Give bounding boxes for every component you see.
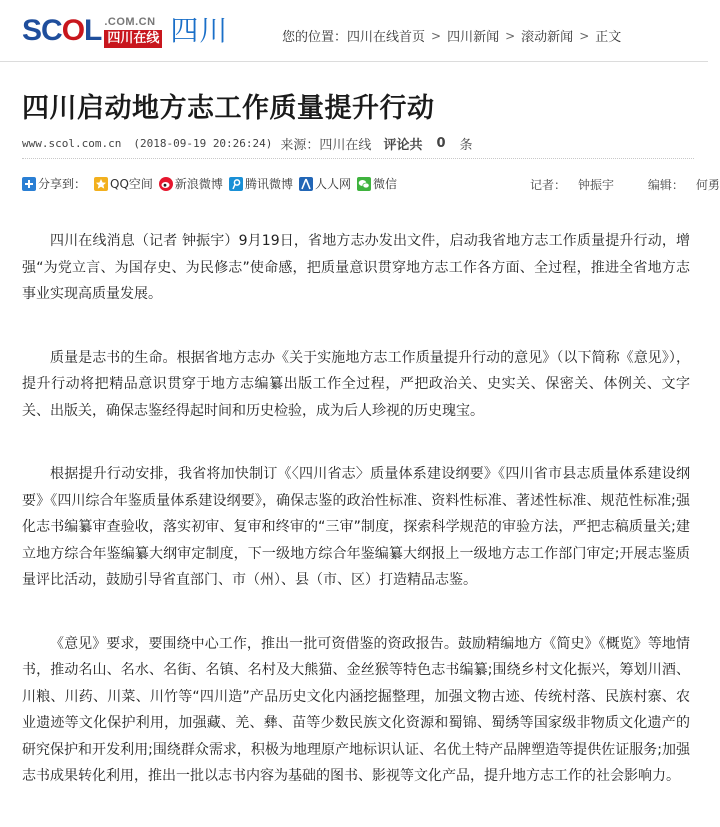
comment-unit: 条 — [459, 138, 473, 153]
logo-scol: SCOL — [22, 14, 102, 47]
reporter-name: 钟振宇 — [578, 178, 615, 192]
article-body — [22, 228, 690, 827]
plus-icon — [22, 177, 36, 191]
article-paragraph: 四川在线消息（记者 钟振宇）9月19日，省地方志办发出文件，启动我省地方志工作质量提升行动，增强“为党立言、为国存史、为民修志”使命感，把质量意识贯穿地方志工作各方面、全过程，推进全省地方志事业实现高质量发展。 — [22, 233, 690, 302]
logo-domain: .COM.CN — [104, 16, 156, 28]
article-source: 来源：四川在线 — [280, 138, 372, 153]
logo-region: 四川 — [170, 14, 229, 47]
site-logo[interactable] — [22, 14, 228, 54]
meta-divider — [22, 158, 694, 159]
logo-badge — [104, 14, 162, 48]
share-label: 分享到： — [22, 175, 86, 192]
article-paragraph: 《意见》要求，要围绕中心工作，推出一批可资借鉴的资政报告。鼓励精编地方《简史》《概览》等地情书，推动名山、名水、名街、名镇、名村及大熊猫、金丝猴等特色志书编纂;围绕乡村文化振兴，筹划川酒、川粮、川药、川菜、川竹等“四川造”产品历史文化内涵挖掘整理，加强文物古迹、传统村落、民族村寨、农业遗迹等文化保护利用，加强藏、羌、彝、苗等少数民族文化资源和蜀锦、蜀绣等国家级非物质文化遗产的研究保护和开发利用;围绕群众需求，积极为地理原产地标识认证、名优土特产品牌塑造等提供佐证服务;加强志书成果转化利用，推出一批以志书内容为基础的图书、影视等文化产品，提升地方志工作的社会影响力。 — [22, 635, 690, 784]
breadcrumb-rolling-news-link[interactable]: 滚动新闻 — [521, 30, 574, 45]
share-qzone-button[interactable]: QQ空间 — [94, 175, 153, 192]
tencent-weibo-icon — [229, 177, 243, 191]
editor-name: 何勇 — [695, 178, 720, 192]
share-sina-weibo-button[interactable]: 新浪微博 — [159, 175, 223, 192]
article-paragraph: 根据提升行动安排，我省将加快制订《〈四川省志〉质量体系建设纲要》《四川省市县志质量体系建设纲要》《四川综合年鉴质量体系建设纲要》，确保志鉴的政治性标准、资料性标准、著述性标准、规范性标准;强化志书编纂审查验收，落实初审、复审和终审的“三审”制度，探索科学规范的审验方法，严把志稿质量关;建立地方综合年鉴编纂大纲审定制度，下一级地方综合年鉴编纂大纲报上一级地方志工作部门审定;开展志鉴质量评比活动，鼓励引导省直部门、市（州）、县（市、区）打造精品志鉴。 — [22, 466, 690, 588]
breadcrumb-separator: > — [505, 28, 516, 43]
publish-datetime: (2018-09-19 20:26:24) — [133, 137, 273, 150]
editor-label: 编辑： — [647, 178, 684, 192]
share-bar — [22, 175, 403, 192]
breadcrumb-current: 正文 — [595, 30, 622, 45]
qzone-icon — [94, 177, 108, 191]
comment-count[interactable]: 0 — [436, 136, 446, 151]
breadcrumb-home-link[interactable]: 四川在线首页 — [347, 30, 426, 45]
reporter-label: 记者： — [530, 178, 567, 192]
logo-sitename: 四川在线 — [104, 30, 162, 48]
breadcrumb — [282, 26, 621, 45]
share-wechat-button[interactable]: 微信 — [357, 175, 397, 192]
site-url: www.scol.com.cn — [22, 137, 122, 150]
site-header — [0, 0, 708, 62]
share-renren-button[interactable]: 人人网 — [299, 175, 351, 192]
share-tencent-weibo-button[interactable]: 腾讯微博 — [229, 175, 293, 192]
comment-label[interactable]: 评论共 — [383, 138, 423, 153]
breadcrumb-label: 您的位置： — [282, 30, 348, 45]
article-paragraph: 质量是志书的生命。根据省地方志办《关于实施地方志工作质量提升行动的意见》（以下简称《意见》），提升行动将把精品意识贯穿于地方志编纂出版工作全过程，严把政治关、史实关、保密关、体例关、文字关、出版关，确保志鉴经得起时间和历史检验，成为后人珍视的历史瑰宝。 — [22, 349, 690, 419]
breadcrumb-separator: > — [431, 28, 442, 43]
article-meta — [22, 134, 473, 153]
wechat-icon — [357, 177, 371, 191]
breadcrumb-separator: > — [579, 28, 590, 43]
article-title: 四川启动地方志工作质量提升行动 — [22, 93, 435, 124]
author-info — [530, 176, 720, 193]
breadcrumb-sichuan-news-link[interactable]: 四川新闻 — [447, 30, 500, 45]
sina-weibo-icon — [159, 177, 173, 191]
renren-icon — [299, 177, 313, 191]
